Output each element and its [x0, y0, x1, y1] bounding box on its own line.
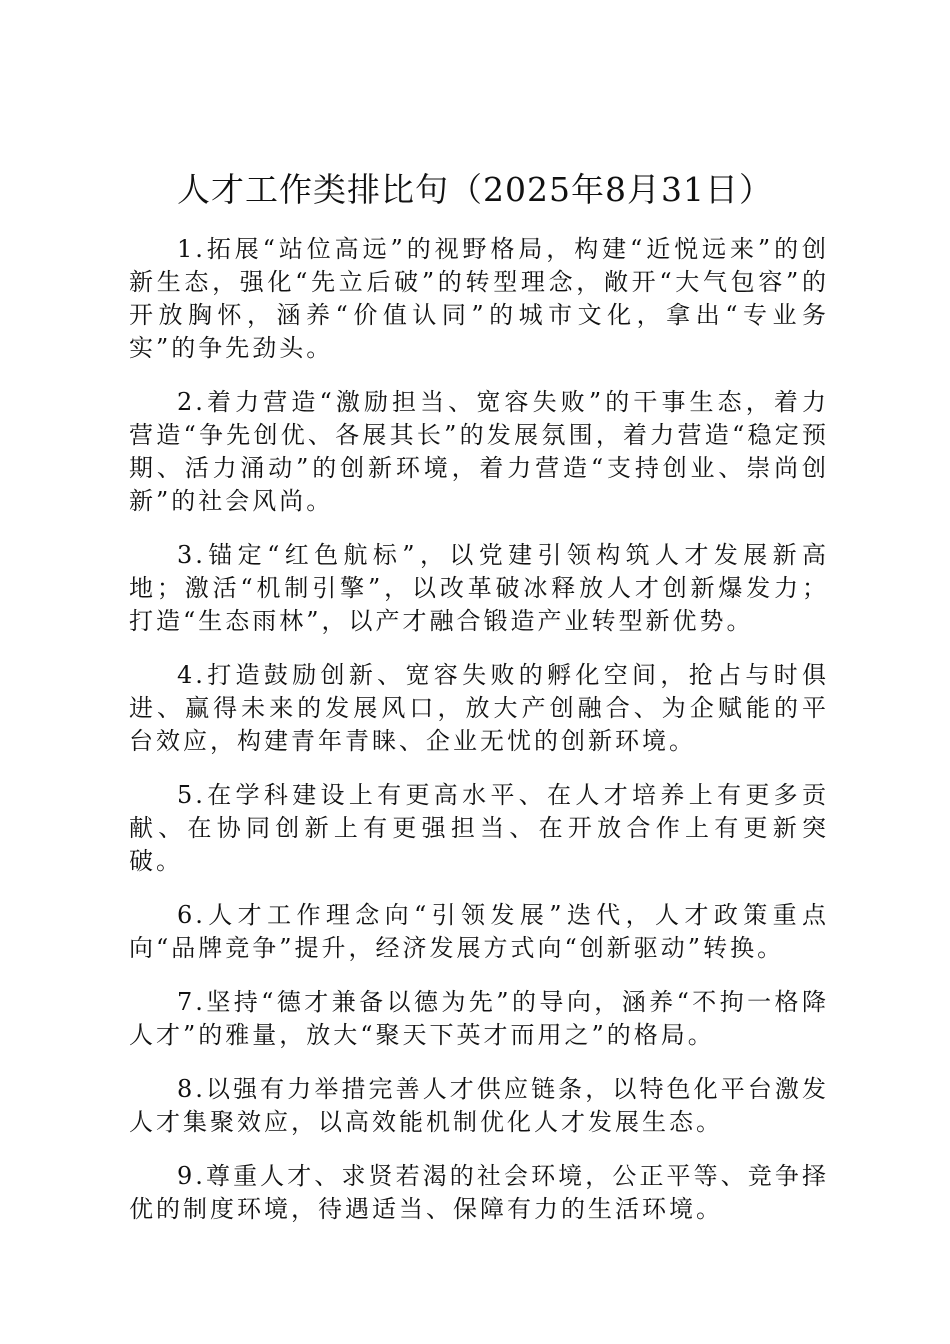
paragraph-2: 2.着力营造“激励担当、宽容失败”的干事生态，着力营造“争先创优、各展其长”的发展氛围，着力营造“稳定预期、活力涌动”的创新环境，着力营造“支持创业、崇尚创新”的社会风尚。 [129, 388, 829, 515]
paragraph-1: 1.拓展“站位高远”的视野格局，构建“近悦远来”的创新生态，强化“先立后破”的转型理念，敞开“大气包容”的开放胸怀，涵养“价值认同”的城市文化，拿出“专业务实”的争先劲头。 [129, 235, 829, 362]
paragraph-6: 6.人才工作理念向“引领发展”迭代，人才政策重点向“品牌竞争”提升，经济发展方式向“创新驱动”转换。 [129, 901, 829, 962]
paragraph-7: 7.坚持“德才兼备以德为先”的导向，涵养“不拘一格降人才”的雅量，放大“聚天下英才而用之”的格局。 [129, 988, 829, 1049]
paragraph-9: 9.尊重人才、求贤若渴的社会环境，公正平等、竞争择优的制度环境，待遇适当、保障有力的生活环境。 [129, 1162, 829, 1223]
paragraph-8: 8.以强有力举措完善人才供应链条，以特色化平台激发人才集聚效应，以高效能机制优化人才发展生态。 [129, 1075, 829, 1136]
paragraph-5: 5.在学科建设上有更高水平、在人才培养上有更多贡献、在协同创新上有更强担当、在开放合作上有更新突破。 [129, 781, 829, 875]
document-body [129, 233, 829, 1247]
paragraph-4: 4.打造鼓励创新、宽容失败的孵化空间，抢占与时俱进、赢得未来的发展风口，放大产创融合、为企赋能的平台效应，构建青年青睐、企业无忧的创新环境。 [129, 661, 829, 755]
document-title: 人才工作类排比句（2025年8月31日） [177, 170, 773, 209]
paragraph-3: 3.锚定“红色航标”，以党建引领构筑人才发展新高地；激活“机制引擎”，以改革破冰释放人才创新爆发力；打造“生态雨林”，以产才融合锻造产业转型新优势。 [129, 541, 829, 635]
